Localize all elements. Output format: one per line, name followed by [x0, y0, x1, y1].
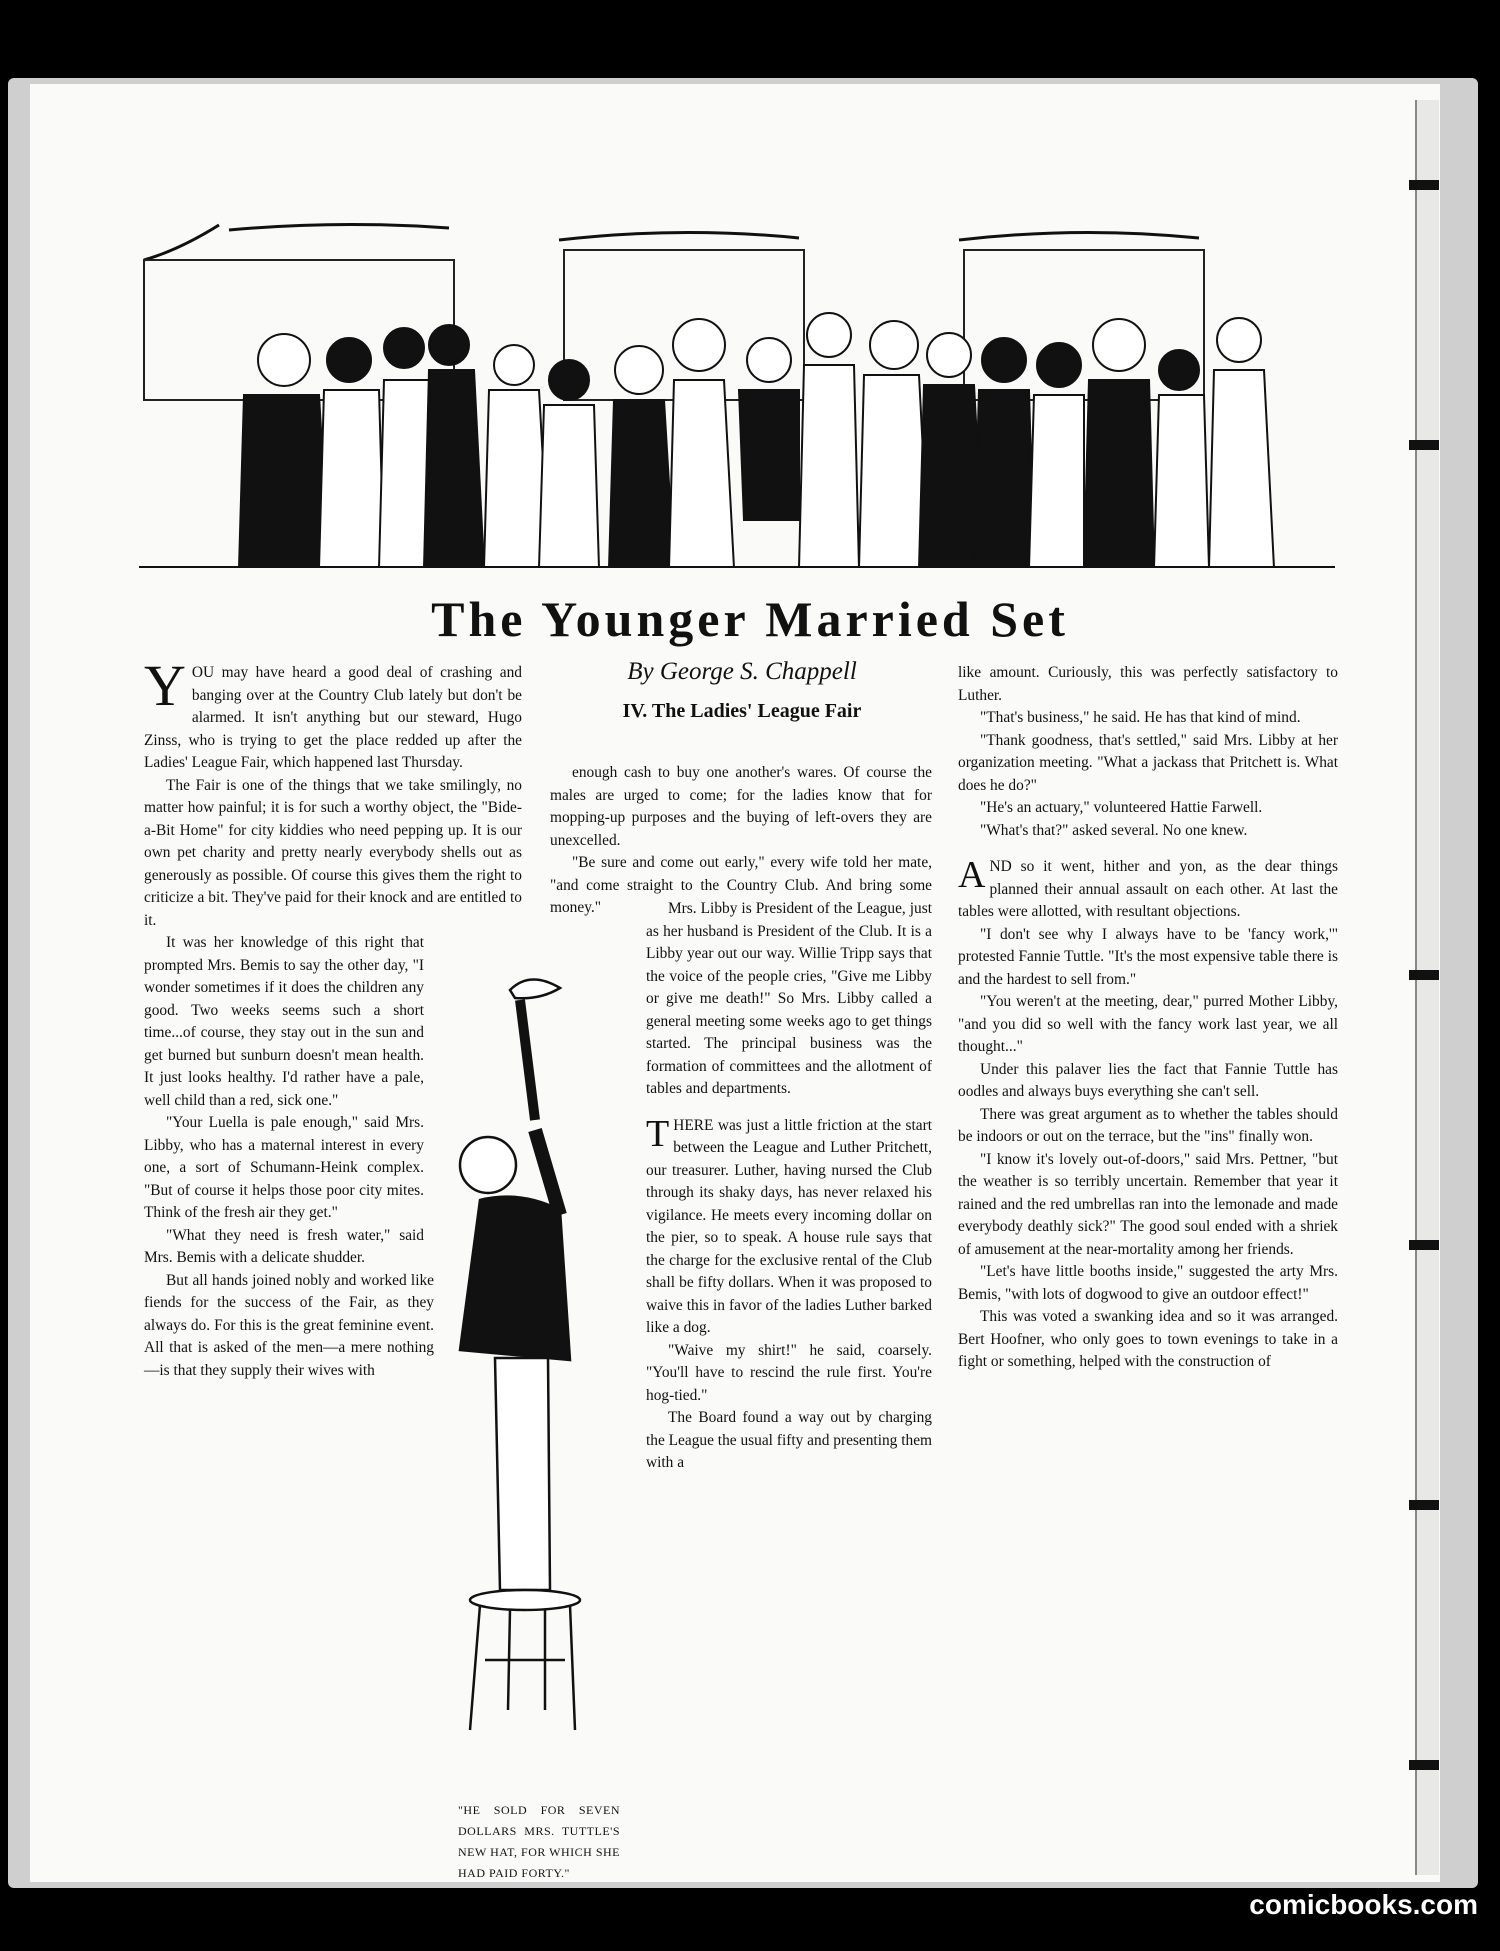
watermark: comicbooks.com	[1249, 1889, 1478, 1920]
paragraph: It was her knowledge of this right that prompted Mrs. Bemis to say the other day, "I wonder sometimes if it does the children any good. Two weeks seems such a short time...of course, they stay out in the sun and get burned but sunburn doesn't mean health. It just looks healthy. I'd rather have a pale, well child than a red, sick one."	[144, 934, 424, 1109]
paragraph: "Be sure and come out early," every wife told her mate, "and come straight to the Country Club. And bring some money."	[550, 854, 932, 916]
paragraph: like amount. Curiously, this was perfectly satisfactory to Luther.	[958, 664, 1338, 704]
paragraph: Under this palaver lies the fact that Fannie Tuttle has oodles and always buys everything she can't sell.	[958, 1060, 1338, 1100]
drop-cap: Y	[144, 653, 186, 718]
article-title: The Younger Married Set	[431, 591, 1069, 647]
paragraph: enough cash to buy one another's wares. Of course the males are urged to come; for the ladies know that for mopping-up purposes and the buying of left-overs they are unexcelled.	[550, 764, 932, 849]
binder-strip	[1415, 100, 1439, 1875]
subtitle: IV. The Ladies' League Fair	[622, 700, 862, 722]
drop-cap: A	[958, 854, 986, 896]
paragraph: "Thank goodness, that's settled," said Mrs. Libby at her organization meeting. "What a jackass that Pritchett is. What does he do?"	[958, 731, 1338, 794]
paragraph: "I don't see why I always have to be 'fancy work,'" protested Fannie Tuttle. "It's the most expensive table there is and the hardest to sell from."	[958, 925, 1338, 988]
paragraph: The Board found a way out by charging the League the usual fifty and presenting them with a	[646, 1409, 932, 1471]
column-2-lower	[646, 898, 932, 1475]
paragraph: "He's an actuary," volunteered Hattie Farwell.	[980, 799, 1263, 816]
paragraph: "What's that?" asked several. No one knew.	[980, 821, 1248, 839]
paragraph: "Your Luella is pale enough," said Mrs. Libby, who has a maternal interest in every one, a sort of Schumann-Heink complex. "But of course it helps those poor city mites. Think of the fresh air they get."	[144, 1114, 424, 1221]
paragraph: "That's business," he said. He has that kind of mind.	[980, 709, 1301, 726]
paragraph: But all hands joined nobly and worked like fiends for the success of the Fair, as they always do. For this is the great feminine event. All that is asked of the men—a mere nothing—is that they supply their wives with	[144, 1271, 434, 1379]
paragraph: Mrs. Libby is President of the League, just as her husband is President of the Club. It is a Libby year out our way. Willie Tripp says that the voice of the people cries, "Give me Libby or give me death!" So Mrs. Libby called a general meeting some weeks ago to get things started. The principal business was the formation of committees and the allotment of tables and departments.	[646, 900, 932, 1097]
paragraph: THERE was just a little friction at the start between the League and Luther Pritchett, our treasurer. Luther, having nursed the Club through its shaky days, has never relaxed his vigilance. He meets every incoming dollar on the pier, so to speak. A house rule says that the charge for the exclusive rental of the Club shall be fifty dollars. When it was proposed to waive this in favor of the ladies Luther barked like a dog.	[646, 1112, 932, 1336]
man-on-chair-illustration	[440, 970, 640, 1740]
paragraph: "I know it's lovely out-of-doors," said Mrs. Pettner, "but the weather is so terribly uncertain. Remember that year it rained and the red umbrellas ran into the lemonade and made everybody deathly sick?" The good soul ended with a shriek of amusement at the near-mortality among her friends.	[958, 1150, 1338, 1258]
paragraph: "Waive my shirt!" he said, coarsely. "You'll have to rescind the rule first. You're hog-tied."	[646, 1341, 932, 1404]
paragraph: "What they need is fresh water," said Mrs. Bemis with a delicate shudder.	[144, 1226, 424, 1266]
paragraph: This was voted a swanking idea and so it was arranged. Bert Hoofner, who only goes to town evenings to take in a fight or something, helped with the construction of	[958, 1308, 1338, 1370]
byline: By George S. Chappell	[627, 658, 857, 685]
paragraph: "You weren't at the meeting, dear," purred Mother Libby, "and you did so well with the fancy work last year, we all thought..."	[958, 993, 1338, 1055]
drop-cap: T	[646, 1112, 670, 1155]
paragraph: "Let's have little booths inside," suggested the arty Mrs. Bemis, "with lots of dogwood to give an outdoor effect!"	[958, 1263, 1338, 1303]
column-3	[958, 662, 1338, 1374]
column-2	[550, 762, 932, 920]
paragraph: AND so it went, hither and yon, as the dear things planned their annual assault on each other. At last the tables were allotted, with resultant objections.	[958, 854, 1338, 920]
figure-caption: "HE SOLD FOR SEVEN DOLLARS MRS. TUTTLE'S NEW HAT, FOR WHICH SHE HAD PAID FORTY."	[458, 1803, 621, 1880]
paragraph: There was great argument as to whether the tables should be indoors or out on the terrace, but the "ins" finally won.	[958, 1105, 1338, 1145]
paragraph: The Fair is one of the things that we take smilingly, no matter how painful; it is for such a worthy object, the "Bide-a-Bit Home" for city kiddies who need pepping up. It is our own pet charity and pretty nearly everybody shells out as generously as possible. Of course this gives them the right to criticize a bit. They've paid for their knock and are entitled to it.	[144, 776, 522, 929]
paragraph: YOU may have heard a good deal of crashing and banging over at the Country Club lately but don't be alarmed. It isn't anything but our steward, Hugo Zinss, who is trying to get the place redded up after the Ladies' League Fair, which happened last Thursday.	[144, 653, 522, 771]
fair-crowd-illustration	[139, 220, 1335, 568]
